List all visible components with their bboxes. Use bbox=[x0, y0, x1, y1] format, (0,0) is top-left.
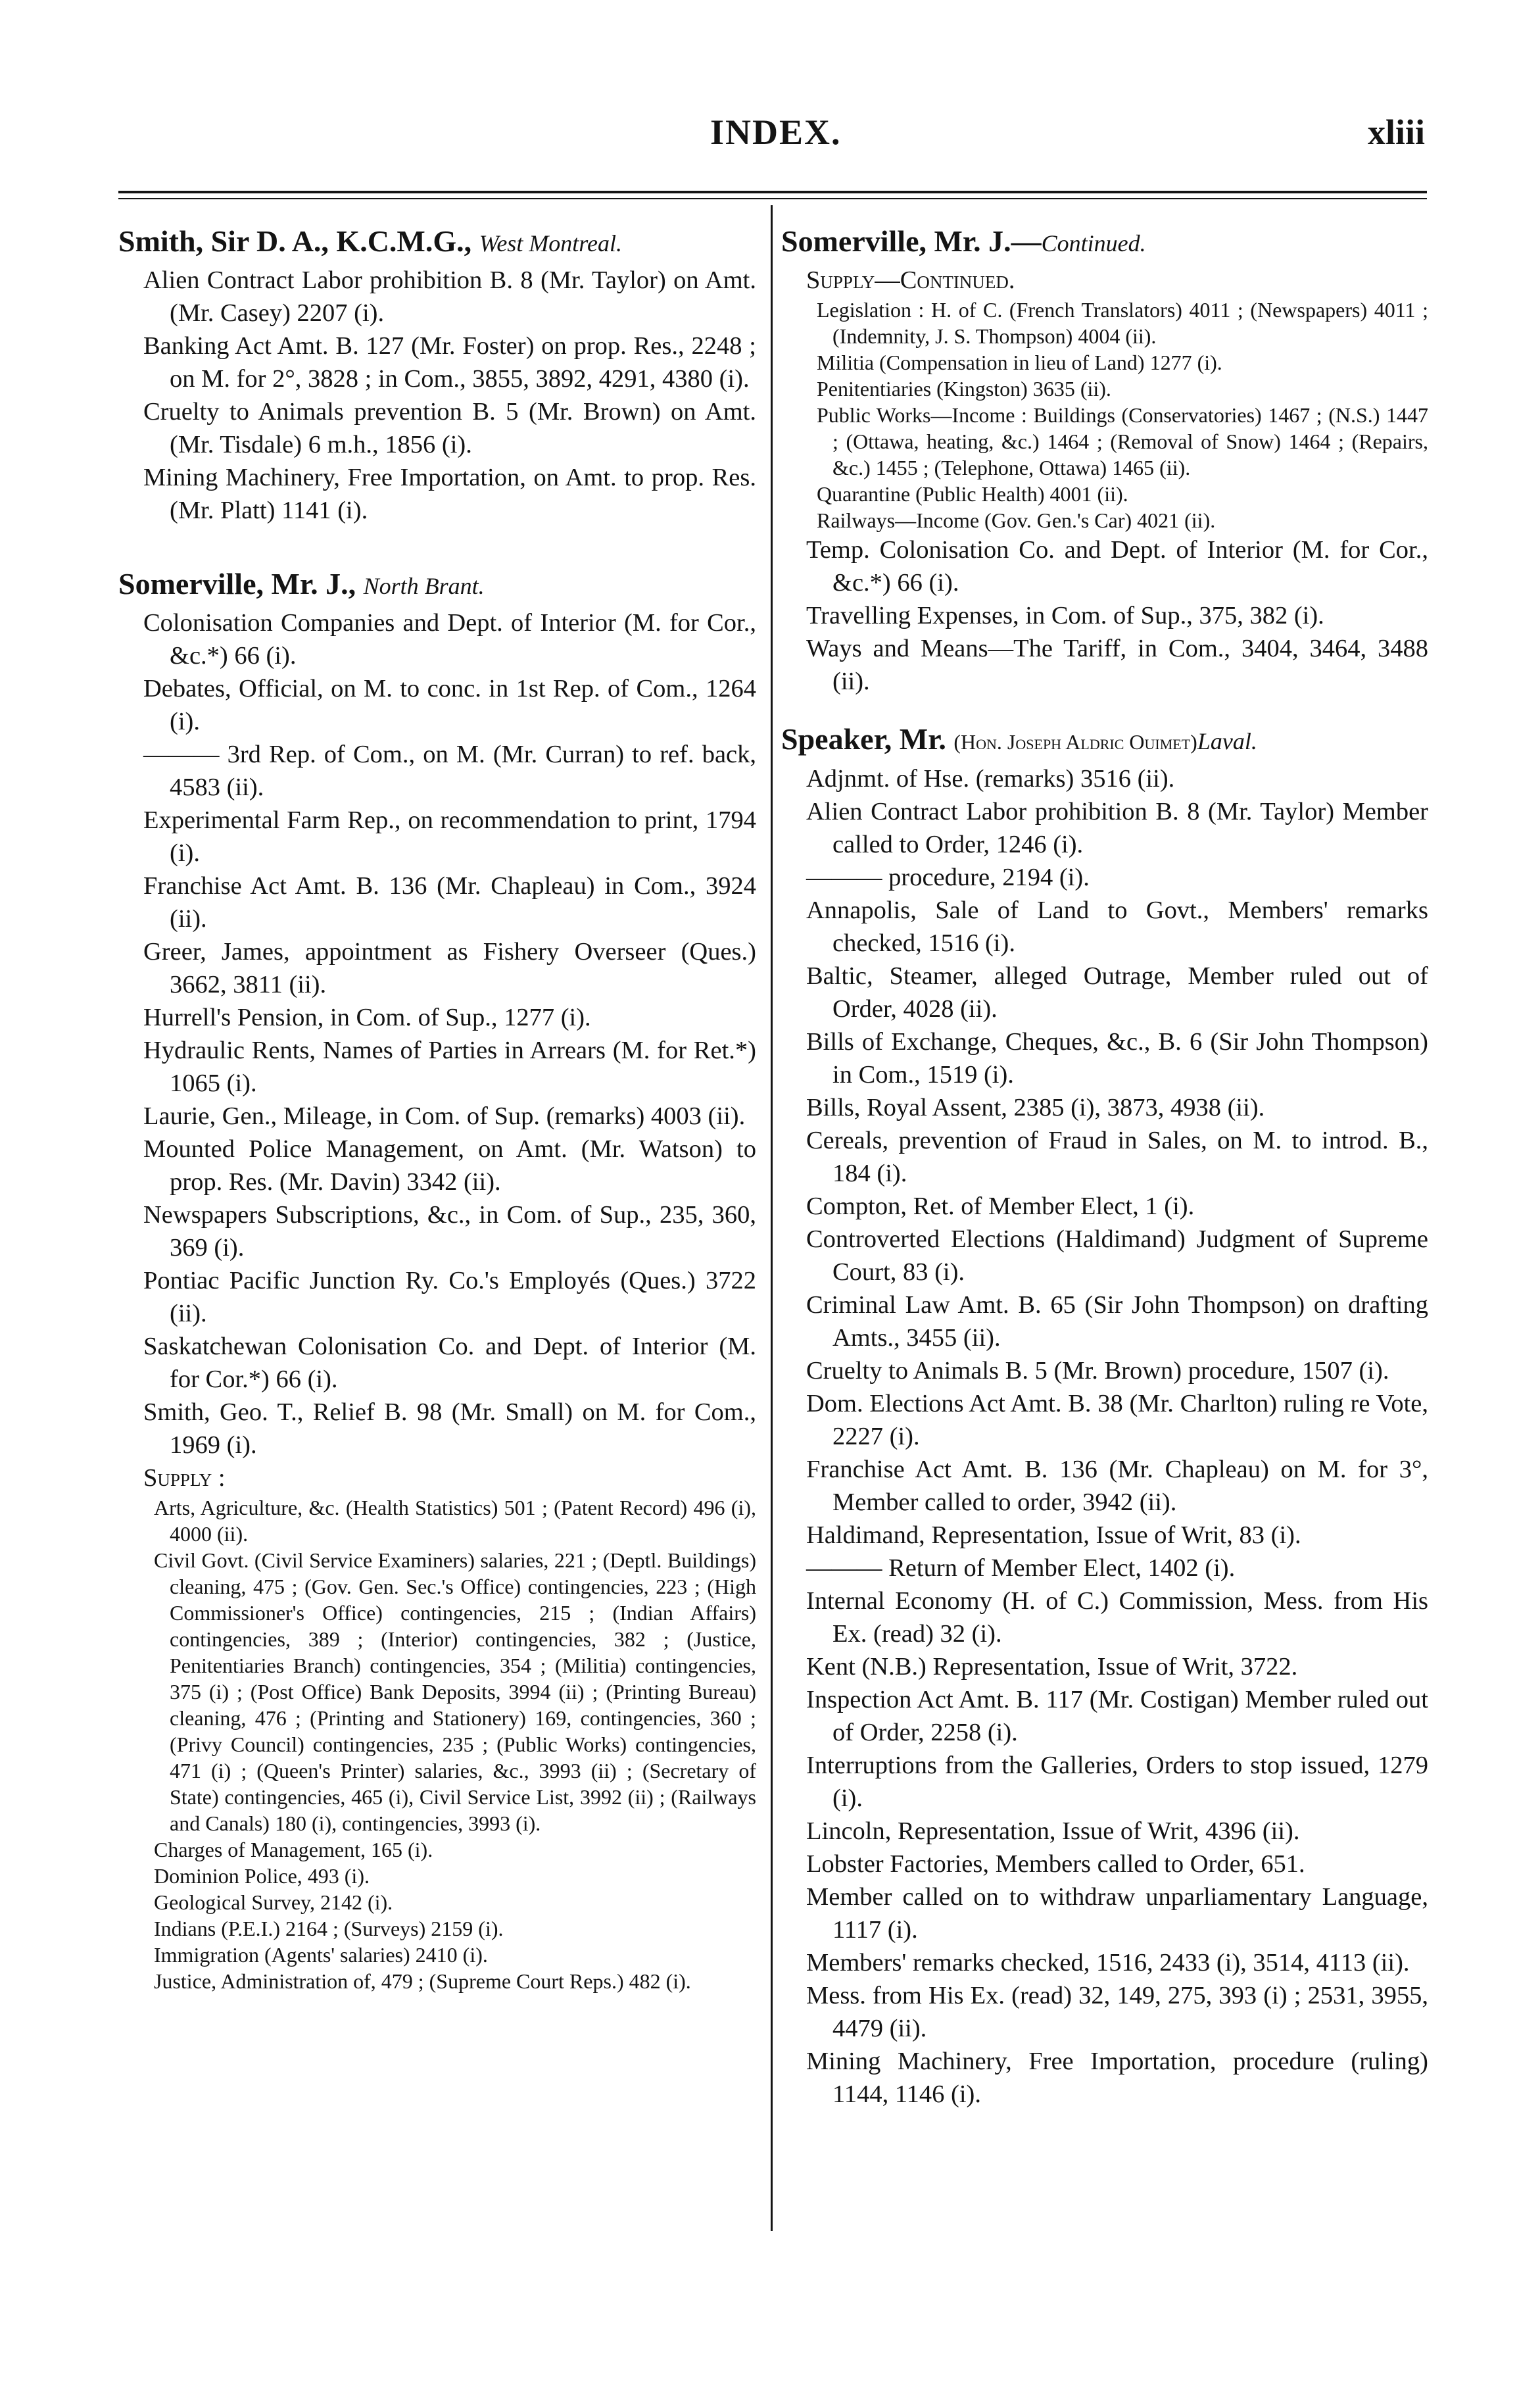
entry-heading bbox=[781, 722, 1428, 760]
page-title: INDEX. bbox=[710, 112, 842, 152]
index-line: Alien Contract Labor prohibition B. 8 (Mr. Taylor) on Amt. (Mr. Casey) 2207 (i). bbox=[143, 266, 756, 327]
index-line: Baltic, Steamer, alleged Outrage, Member ruled out of Order, 4028 (ii). bbox=[806, 962, 1428, 1023]
entry-name: Somerville, Mr. J.— bbox=[781, 224, 1042, 258]
index-line: Mess. from His Ex. (read) 32, 149, 275, 393 (i) ; 2531, 3955, 4479 (ii). bbox=[806, 1982, 1428, 2042]
supply-line: Indians (P.E.I.) 2164 ; (Surveys) 2159 (i). bbox=[154, 1917, 504, 1940]
index-line: Franchise Act Amt. B. 136 (Mr. Chapleau) on M. for 3°, Member called to order, 3942 (ii). bbox=[806, 1456, 1428, 1516]
index-line: Interruptions from the Galleries, Orders to stop issued, 1279 (i). bbox=[806, 1752, 1428, 1812]
entry-heading bbox=[118, 224, 756, 261]
supply-line: Railways—Income (Gov. Gen.'s Car) 4021 (ii). bbox=[817, 508, 1216, 532]
header-rule-thin bbox=[118, 198, 1427, 199]
index-line: Travelling Expenses, in Com. of Sup., 375, 382 (i). bbox=[806, 602, 1324, 629]
index-line: ——— procedure, 2194 (i). bbox=[806, 864, 1090, 891]
supply-line: Justice, Administration of, 479 ; (Supreme Court Reps.) 482 (i). bbox=[154, 1969, 691, 1993]
index-line: Haldimand, Representation, Issue of Writ, 83 (i). bbox=[806, 1521, 1301, 1549]
entry-heading bbox=[118, 566, 756, 604]
supply-label: Supply : bbox=[143, 1464, 226, 1492]
entry-constituency: North Brant. bbox=[363, 573, 485, 599]
index-line: Compton, Ret. of Member Elect, 1 (i). bbox=[806, 1192, 1195, 1220]
index-line: Franchise Act Amt. B. 136 (Mr. Chapleau) in Com., 3924 (ii). bbox=[143, 872, 756, 933]
entry-constituency: Laval. bbox=[1197, 728, 1257, 754]
supply-continued-label: Supply—Continued. bbox=[806, 266, 1015, 294]
index-line: Pontiac Pacific Junction Ry. Co.'s Employés (Ques.) 3722 (ii). bbox=[143, 1267, 756, 1327]
index-line: Adjnmt. of Hse. (remarks) 3516 (ii). bbox=[806, 765, 1175, 793]
spacer bbox=[118, 527, 756, 566]
index-line: Dom. Elections Act Amt. B. 38 (Mr. Charlton) ruling re Vote, 2227 (i). bbox=[806, 1390, 1428, 1450]
supply-line: Legislation : H. of C. (French Translators) 4011 ; (Newspapers) 4011 ; (Indemnity, J. S. Thompson) 4004 (ii). bbox=[817, 298, 1428, 348]
header-rule-thick bbox=[118, 191, 1427, 193]
supply-line: Immigration (Agents' salaries) 2410 (i). bbox=[154, 1943, 488, 1967]
index-line: Greer, James, appointment as Fishery Overseer (Ques.) 3662, 3811 (ii). bbox=[143, 938, 756, 998]
index-line: Member called on to withdraw unparliamentary Language, 1117 (i). bbox=[806, 1883, 1428, 1944]
index-line: Mining Machinery, Free Importation, procedure (ruling) 1144, 1146 (i). bbox=[806, 2048, 1428, 2108]
index-line: Alien Contract Labor prohibition B. 8 (Mr. Taylor) Member called to Order, 1246 (i). bbox=[806, 798, 1428, 858]
index-line: Kent (N.B.) Representation, Issue of Writ, 3722. bbox=[806, 1653, 1298, 1681]
index-line: Temp. Colonisation Co. and Dept. of Interior (M. for Cor., &c.*) 66 (i). bbox=[806, 536, 1428, 597]
index-line: Members' remarks checked, 1516, 2433 (i), 3514, 4113 (ii). bbox=[806, 1949, 1410, 1977]
index-line: Saskatchewan Colonisation Co. and Dept. of Interior (M. for Cor.*) 66 (i). bbox=[143, 1333, 756, 1393]
speaker-full-name: (Hon. Joseph Aldric Ouimet) bbox=[953, 730, 1197, 754]
right-column bbox=[781, 224, 1428, 2111]
column-divider bbox=[771, 205, 773, 2231]
index-line: Ways and Means—The Tariff, in Com., 3404, 3464, 3488 (ii). bbox=[806, 635, 1428, 695]
index-line: Newspapers Subscriptions, &c., in Com. of Sup., 235, 360, 369 (i). bbox=[143, 1201, 756, 1262]
index-line: Cruelty to Animals B. 5 (Mr. Brown) procedure, 1507 (i). bbox=[806, 1357, 1389, 1385]
index-line: Lobster Factories, Members called to Order, 651. bbox=[806, 1850, 1305, 1878]
index-line: Bills, Royal Assent, 2385 (i), 3873, 4938 (ii). bbox=[806, 1094, 1265, 1121]
supply-line: Penitentiaries (Kingston) 3635 (ii). bbox=[817, 377, 1111, 401]
index-line: Cereals, prevention of Fraud in Sales, on M. to introd. B., 184 (i). bbox=[806, 1127, 1428, 1187]
index-line: Debates, Official, on M. to conc. in 1st Rep. of Com., 1264 (i). bbox=[143, 675, 756, 735]
index-line: Hydraulic Rents, Names of Parties in Arrears (M. for Ret.*) 1065 (i). bbox=[143, 1037, 756, 1097]
index-line: ——— Return of Member Elect, 1402 (i). bbox=[806, 1554, 1236, 1582]
spacer bbox=[781, 698, 1428, 722]
index-line: Inspection Act Amt. B. 117 (Mr. Costigan) Member ruled out of Order, 2258 (i). bbox=[806, 1686, 1428, 1746]
entry-name: Smith, Sir D. A., K.C.M.G., bbox=[118, 224, 472, 258]
index-line: Banking Act Amt. B. 127 (Mr. Foster) on prop. Res., 2248 ; on M. for 2°, 3828 ; in Com., 3855, 3892, 4291, 4380 (i). bbox=[143, 332, 756, 393]
index-line: Mounted Police Management, on Amt. (Mr. Watson) to prop. Res. (Mr. Davin) 3342 (ii). bbox=[143, 1135, 756, 1196]
entry-name: Speaker, Mr. bbox=[781, 722, 946, 756]
entry-name: Somerville, Mr. J., bbox=[118, 567, 356, 601]
page-number: xliii bbox=[1368, 112, 1426, 152]
index-line: Annapolis, Sale of Land to Govt., Members' remarks checked, 1516 (i). bbox=[806, 897, 1428, 957]
supply-line: Militia (Compensation in lieu of Land) 1277 (i). bbox=[817, 351, 1222, 374]
supply-line: Arts, Agriculture, &c. (Health Statistics) 501 ; (Patent Record) 496 (i), 4000 (ii). bbox=[154, 1496, 756, 1546]
index-line: Hurrell's Pension, in Com. of Sup., 1277 (i). bbox=[143, 1004, 591, 1031]
index-line: Bills of Exchange, Cheques, &c., B. 6 (Sir John Thompson) in Com., 1519 (i). bbox=[806, 1028, 1428, 1089]
entry-heading-continued bbox=[781, 224, 1428, 261]
index-line: Colonisation Companies and Dept. of Interior (M. for Cor., &c.*) 66 (i). bbox=[143, 609, 756, 670]
continued-label: Continued. bbox=[1041, 230, 1146, 257]
index-line: Lincoln, Representation, Issue of Writ, 4396 (ii). bbox=[806, 1817, 1300, 1845]
page-header bbox=[0, 112, 1517, 164]
supply-line: Geological Survey, 2142 (i). bbox=[154, 1890, 393, 1914]
index-line: Criminal Law Amt. B. 65 (Sir John Thompson) on drafting Amts., 3455 (ii). bbox=[806, 1291, 1428, 1352]
supply-line: Civil Govt. (Civil Service Examiners) salaries, 221 ; (Deptl. Buildings) cleaning, 475 ; (Gov. Gen. Sec.'s Office) contingencies, 223 ; (High Commissioner's Office) contingencies, 215 ; (Indian Affairs) contingencies, 389 ; (Interior) contingencies, 382 ; (Justice, Penitentiaries Branch) contingencies, 354 ; (Militia) contingencies, 375 (i) ; (Post Office) Bank Deposits, 3994 (ii) ; (Printing Bureau) cleaning, 476 ; (Printing and Stationery) 169, contingencies, 360 ; (Privy Council) contingencies, 235 ; (Public Works) contingencies, 471 (i) ; (Queen's Printer) salaries, &c., 3993 (ii) ; (Secretary of State) contingencies, 465 (i), Civil Service List, 3992 (ii) ; (Railways and Canals) 180 (i), contingencies, 3993 (i). bbox=[154, 1548, 756, 1835]
left-column bbox=[118, 224, 756, 1994]
supply-line: Quarantine (Public Health) 4001 (ii). bbox=[817, 482, 1128, 506]
supply-line: Public Works—Income : Buildings (Conservatories) 1467 ; (N.S.) 1447 ; (Ottawa, heating, &c.) 1464 ; (Removal of Snow) 1464 ; (Repairs, &c.) 1455 ; (Telephone, Ottawa) 1465 (ii). bbox=[817, 403, 1428, 479]
supply-line: Charges of Management, 165 (i). bbox=[154, 1838, 433, 1861]
index-line: ——— 3rd Rep. of Com., on M. (Mr. Curran) to ref. back, 4583 (ii). bbox=[143, 741, 756, 801]
index-line: Laurie, Gen., Mileage, in Com. of Sup. (remarks) 4003 (ii). bbox=[143, 1102, 746, 1130]
index-line: Experimental Farm Rep., on recommendation to print, 1794 (i). bbox=[143, 806, 756, 867]
supply-line: Dominion Police, 493 (i). bbox=[154, 1864, 370, 1888]
entry-constituency: West Montreal. bbox=[479, 230, 622, 257]
index-line: Internal Economy (H. of C.) Commission, Mess. from His Ex. (read) 32 (i). bbox=[806, 1587, 1428, 1648]
index-line: Smith, Geo. T., Relief B. 98 (Mr. Small) on M. for Com., 1969 (i). bbox=[143, 1398, 756, 1459]
index-line: Cruelty to Animals prevention B. 5 (Mr. Brown) on Amt. (Mr. Tisdale) 6 m.h., 1856 (i). bbox=[143, 398, 756, 458]
index-line: Controverted Elections (Haldimand) Judgment of Supreme Court, 83 (i). bbox=[806, 1225, 1428, 1286]
index-line: Mining Machinery, Free Importation, on Amt. to prop. Res. (Mr. Platt) 1141 (i). bbox=[143, 464, 756, 524]
